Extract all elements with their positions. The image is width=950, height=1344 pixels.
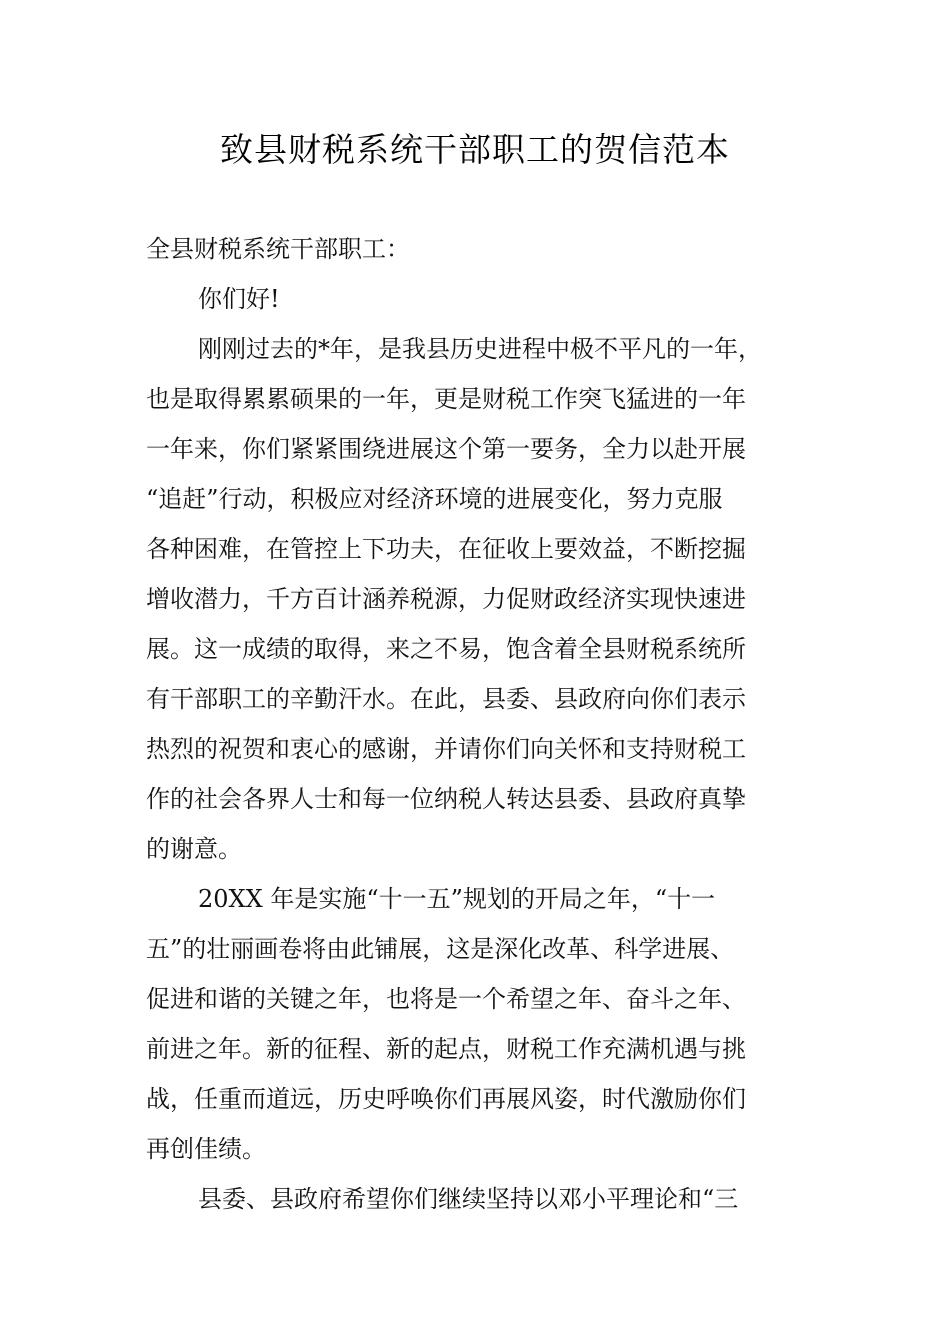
- paragraph-line: 增收潜力，千方百计涵养税源，力促财政经济实现快速进: [146, 585, 746, 613]
- paragraph-line: 战，任重而道远，历史呼唤你们再展风姿，时代激励你们: [146, 1085, 746, 1113]
- paragraph-line: 热烈的祝贺和衷心的感谢，并请你们向关怀和支持财税工: [146, 735, 746, 763]
- paragraph-line: 县委、县政府希望你们继续坚持以邓小平理论和“三: [198, 1185, 739, 1213]
- paragraph-line: 的谢意。: [146, 835, 242, 863]
- paragraph-line: 展。这一成绩的取得，来之不易，饱含着全县财税系统所: [146, 635, 746, 663]
- paragraph-line: 五”的壮丽画卷将由此铺展，这是深化改革、科学进展、: [146, 935, 735, 963]
- paragraph-line: 一年来，你们紧紧围绕进展这个第一要务，全力以赴开展: [146, 435, 746, 463]
- paragraph-line: 各种困难，在管控上下功夫，在征收上要效益，不断挖掘: [146, 535, 746, 563]
- salutation: 全县财税系统干部职工：: [146, 235, 410, 263]
- letter-body: [146, 224, 806, 1224]
- paragraph-line: 有干部职工的辛勤汗水。在此，县委、县政府向你们表示: [146, 685, 746, 713]
- paragraph-line: 促进和谐的关键之年，也将是一个希望之年、奋斗之年、: [146, 985, 746, 1013]
- paragraph-1: [146, 324, 806, 874]
- paragraph-line: 也是取得累累硕果的一年，更是财税工作突飞猛进的一年: [146, 385, 746, 413]
- paragraph-2: [146, 874, 806, 1174]
- paragraph-line: 20XX 年是实施“十一五”规划的开局之年，“十一: [198, 885, 716, 913]
- paragraph-line: 作的社会各界人士和每一位纳税人转达县委、县政府真挚: [146, 785, 746, 813]
- paragraph-line: “追赶”行动，积极应对经济环境的进展变化，努力克服: [146, 485, 723, 513]
- greeting: 你们好!: [198, 285, 280, 313]
- paragraph-line: 再创佳绩。: [146, 1135, 266, 1163]
- paragraph-3: [146, 1174, 806, 1224]
- paragraph-line: 前进之年。新的征程、新的起点，财税工作充满机遇与挑: [146, 1035, 746, 1063]
- paragraph-line: 刚刚过去的*年，是我县历史进程中极不平凡的一年，: [198, 335, 762, 363]
- document-title: 致县财税系统干部职工的贺信范本: [220, 130, 730, 169]
